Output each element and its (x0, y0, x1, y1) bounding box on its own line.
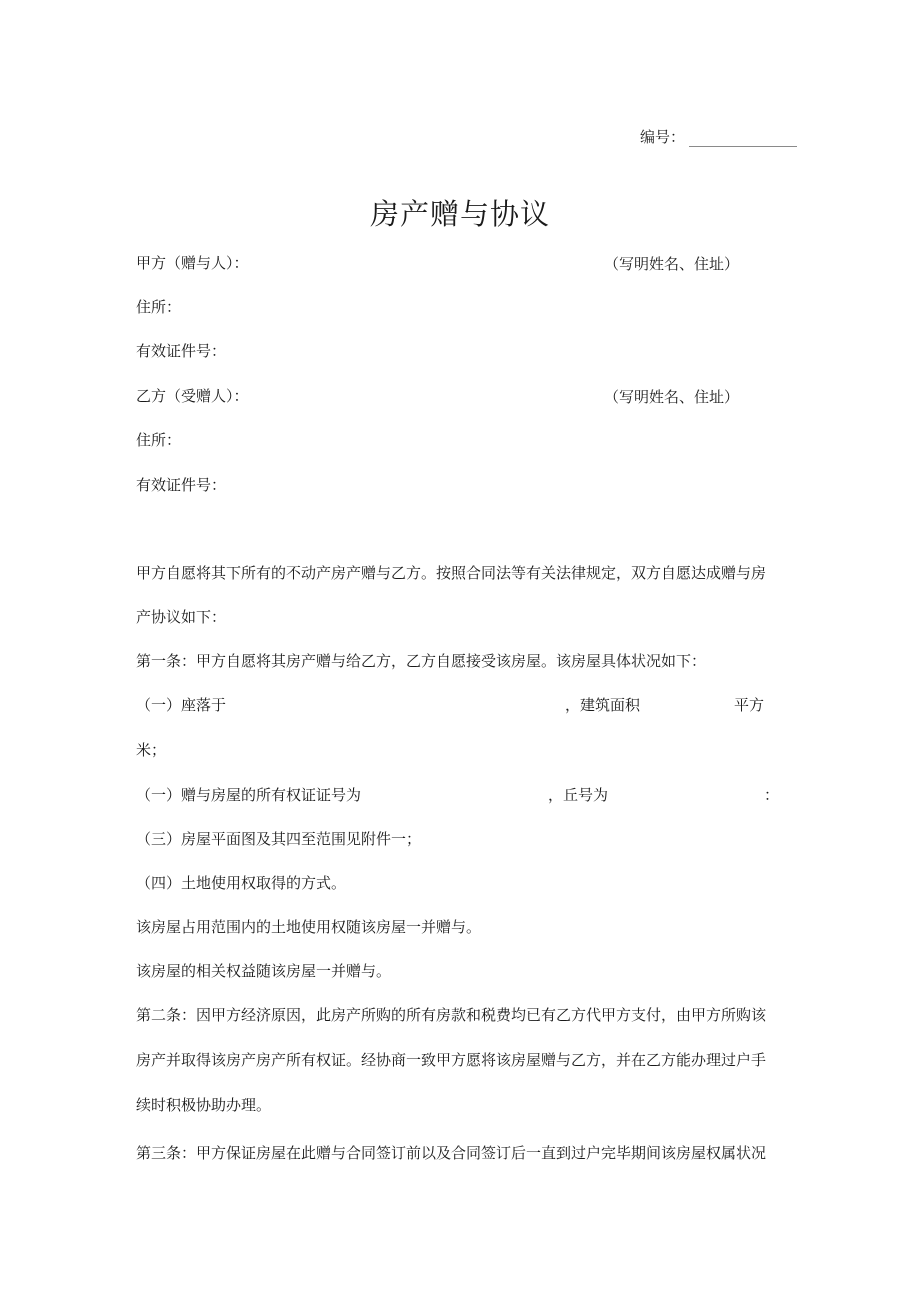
contract-number-label: 编号： (640, 128, 686, 146)
party-b-label: 乙方（受赠人）： (136, 387, 249, 405)
party-a-id-label: 有效证件号： (136, 342, 227, 360)
party-a-address-label: 住所： (136, 298, 182, 316)
item-4: （四）土地使用权取得的方式。 (136, 874, 347, 892)
article-3-line-1: 第三条：甲方保证房屋在此赠与合同签订前以及合同签订后一直到过户完毕期间该房屋权属状况 (136, 1144, 767, 1162)
item-3: （三）房屋平面图及其四至范围见附件一； (136, 830, 422, 848)
party-a-note: （写明姓名、住址） (604, 255, 740, 273)
party-b-note: （写明姓名、住址） (604, 388, 740, 406)
item-1-unit-2: 米； (136, 741, 167, 759)
party-b-address-label: 住所： (136, 431, 182, 449)
item-2-cert-label: （一）赠与房屋的所有权证证号为 (136, 786, 362, 804)
rights-clause: 该房屋的相关权益随该房屋一并赠与。 (136, 962, 392, 980)
item-2-end: ： (764, 786, 780, 804)
intro-line-1: 甲方自愿将其下所有的不动产房产赠与乙方。按照合同法等有关法律规定，双方自愿达成赠与房 (136, 564, 767, 582)
item-1-area-label: ，建筑面积 (565, 696, 641, 714)
article-1: 第一条：甲方自愿将其房产赠与给乙方，乙方自愿接受该房屋。该房屋具体状况如下： (136, 652, 707, 670)
article-2-line-3: 续时积极协助办理。 (136, 1096, 272, 1114)
party-a-label: 甲方（赠与人）： (136, 254, 249, 272)
party-b-id-label: 有效证件号： (136, 476, 227, 494)
land-use-clause: 该房屋占用范围内的土地使用权随该房屋一并赠与。 (136, 918, 482, 936)
item-1-unit-1: 平方 (734, 696, 765, 714)
item-1-location-label: （一）座落于 (136, 696, 227, 714)
article-2-line-2: 房产并取得该房产房产所有权证。经协商一致甲方愿将该房屋赠与乙方，并在乙方能办理过户手 (136, 1051, 767, 1069)
page-title: 房产赠与协议 (369, 197, 550, 231)
contract-number (640, 126, 797, 147)
item-2-lot-label: ，丘号为 (548, 786, 609, 804)
contract-number-blank (689, 132, 797, 147)
intro-line-2: 产协议如下： (136, 608, 227, 626)
article-2-line-1: 第二条：因甲方经济原因，此房产所购的所有房款和税费均已有乙方代甲方支付，由甲方所购该 (136, 1006, 767, 1024)
